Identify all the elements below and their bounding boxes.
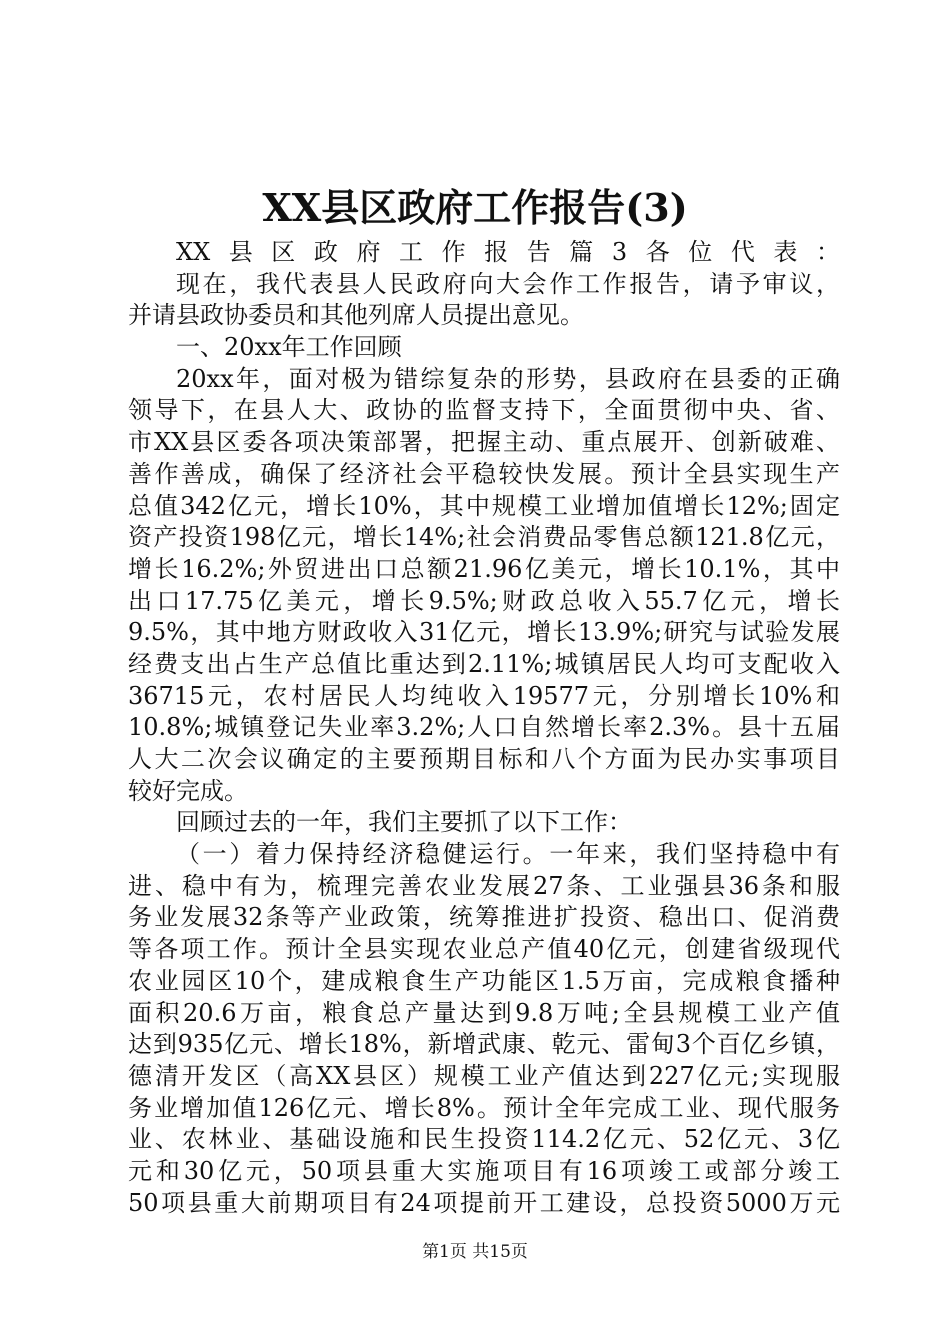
document-body	[128, 237, 840, 1219]
body-line: 10.8%;城镇登记失业率3.2%;人口自然增长率2.3%。县十五届	[128, 713, 840, 742]
body-line: 20xx年，面对极为错综复杂的形势，县政府在县委的正确	[176, 364, 840, 393]
body-line: 农业园区10个，建成粮食生产功能区1.5万亩，完成粮食播种	[128, 966, 840, 995]
body-line: 领导下，在县人大、政协的监督支持下，全面贯彻中央、省、	[128, 396, 840, 425]
body-line: 进、稳中有为，梳理完善农业发展27条、工业强县36条和服	[128, 871, 840, 900]
body-line: 较好完成。	[128, 776, 248, 805]
body-line: 人大二次会议确定的主要预期目标和八个方面为民办实事项目	[128, 745, 840, 773]
body-line: 现在，我代表县人民政府向大会作工作报告，请予审议，	[176, 269, 840, 298]
body-line: 总值342亿元，增长10%，其中规模工业增加值增长12%;固定	[128, 491, 840, 520]
body-line: 9.5%，其中地方财政收入31亿元，增长13.9%;研究与试验发展	[128, 618, 840, 647]
body-line: 50项县重大前期项目有24项提前开工建设，总投资5000万元	[128, 1188, 840, 1217]
body-line: 增长16.2%;外贸进出口总额21.96亿美元，增长10.1%，其中	[128, 554, 840, 583]
body-line: 德清开发区（高XX县区）规模工业产值达到227亿元;实现服	[128, 1061, 840, 1090]
body-line: 业、农林业、基础设施和民生投资114.2亿元、52亿元、3亿	[128, 1125, 840, 1154]
body-line: XX县区政府工作报告篇3各位代表：	[176, 238, 840, 266]
body-line: 一、20xx年工作回顾	[176, 333, 402, 362]
body-line: 面积20.6万亩，粮食总产量达到9.8万吨;全县规模工业产值	[128, 998, 840, 1027]
body-line: 达到935亿元、增长18%，新增武康、乾元、雷甸3个百亿乡镇，	[128, 1030, 840, 1059]
page-number-footer: 第1页 共15页	[422, 1242, 528, 1262]
body-line: 务业增加值126亿元、增长8%。预计全年完成工业、现代服务	[128, 1093, 840, 1122]
body-line: 回顾过去的一年，我们主要抓了以下工作：	[176, 808, 632, 837]
body-line: 市XX县区委各项决策部署，把握主动、重点展开、创新破难、	[128, 428, 840, 457]
body-line: （一）着力保持经济稳健运行。一年来，我们坚持稳中有	[176, 840, 840, 869]
body-line: 36715元，农村居民人均纯收入19577元，分别增长10%和	[128, 681, 840, 710]
body-line: 并请县政协委员和其他列席人员提出意见。	[128, 301, 584, 330]
body-line: 资产投资198亿元，增长14%;社会消费品零售总额121.8亿元，	[128, 523, 840, 552]
body-line: 务业发展32条等产业政策，统筹推进扩投资、稳出口、促消费	[128, 903, 840, 932]
document-title: XX县区政府工作报告(3)	[262, 185, 688, 230]
body-line: 善作善成，确保了经济社会平稳较快发展。预计全县实现生产	[128, 459, 840, 488]
body-line: 元和30亿元，50项县重大实施项目有16项竣工或部分竣工	[128, 1156, 840, 1185]
body-line: 出口17.75亿美元，增长9.5%;财政总收入55.7亿元，增长	[128, 586, 840, 615]
body-line: 经费支出占生产总值比重达到2.11%;城镇居民人均可支配收入	[128, 649, 840, 678]
body-line: 等各项工作。预计全县实现农业总产值40亿元，创建省级现代	[128, 935, 840, 964]
